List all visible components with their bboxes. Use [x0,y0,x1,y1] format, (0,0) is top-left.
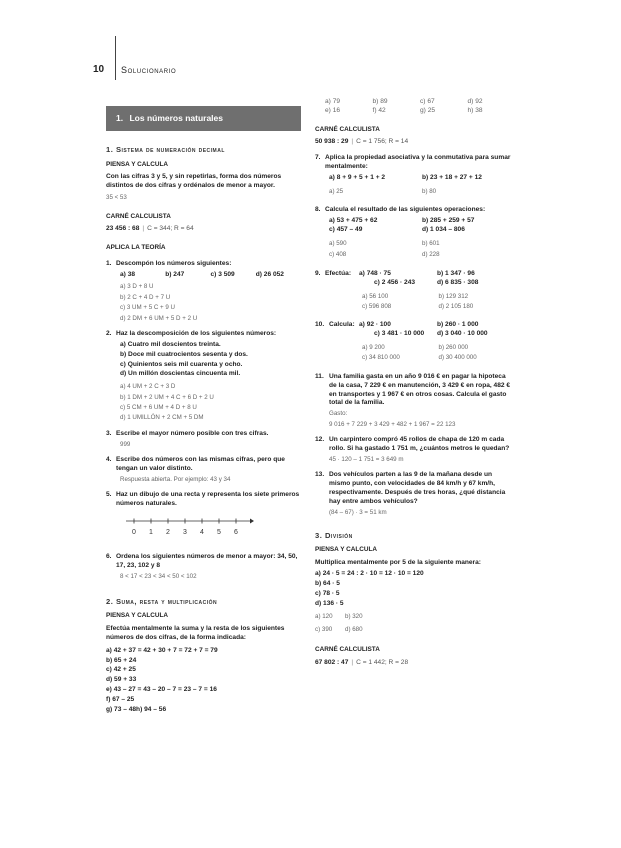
answer: c) 408 [329,251,347,259]
exercise-9 [315,270,515,288]
option: c) 457 – 49 [329,226,363,234]
chapter-title: Los números naturales [129,113,223,123]
exercise-1 [106,260,301,269]
calc-item: b) 64 · 5 [315,579,340,587]
calc-item: a) 42 + 37 = 42 + 30 + 7 = 72 + 7 = 79 [106,646,218,654]
exercise-text: Aplica la propiedad asociativa y la conmutativa para sumar mentalmente: [325,154,511,171]
carne-result: C = 344; R = 64 [147,225,194,233]
exercise-8-answers [315,240,515,260]
answer: a) 25 [329,187,344,195]
number-line [124,515,254,537]
carne-operation: 50 938 : 29 [315,138,349,146]
option: a) 8 + 9 + 5 + 1 + 2 [329,174,386,182]
calc-item: e) 43 – 27 = 43 – 20 – 7 = 23 – 7 = 16 [106,686,217,694]
answer: b) 89 [372,98,388,105]
answer: h) 38 [467,106,483,114]
carne-result: C = 1 756; R = 14 [356,138,409,146]
answer: d) 228 [422,251,440,259]
exercise-1-answers [106,283,301,322]
exercise-2 [106,330,301,339]
exercise-text: Un carpintero compró 45 rollos de chapa de 120 m cada rollo. Si ha gastado 1 751 m, ¿cuántos metros le quedan? [329,436,510,452]
exercise-text: Escribe el mayor número posible con tres cifras. [116,429,269,437]
answer: a) 3 D + 8 U [120,283,154,291]
exercise-text: Ordena los siguientes números de menor a mayor: 34, 50, 17, 23, 102 y 8 [116,552,298,569]
answer: b) 129 312 [438,292,469,300]
chapter-banner [106,106,301,131]
answer: b) 2 C + 4 D + 7 U [120,293,171,301]
option: b) Doce mil cuatrocientos sesenta y dos. [120,350,248,358]
option: a) 748 · 75 [359,269,391,277]
right-column [315,98,515,674]
exercise-2-answers [106,383,301,422]
answer: 9 016 + 7 229 + 3 429 + 482 + 1 967 = 22 123 [329,420,456,428]
calc-item: g) 73 – 48h) 94 – 56 [106,706,167,713]
answer: a) 120 [315,613,333,621]
carne-calculation: 67 802 : 47 | C = 1 442; R = 28 [315,658,409,666]
answer: f) 42 [372,106,386,114]
answer: d) 30 400 000 [438,354,477,362]
piensa-items [315,570,515,609]
calc-item: b) 65 + 24 [106,656,137,664]
exercise-number: 4. [106,456,112,464]
answer: c) 34 810 000 [362,354,400,362]
answer: b) 601 [422,240,440,248]
exercise-3 [106,430,301,439]
answer: a) 9 200 [362,344,385,352]
number-line-label: 1 [149,528,153,536]
number-line-label: 6 [234,528,238,536]
exercise-number: 1. [106,259,112,267]
exercise-10-options [359,321,515,339]
option: c) 2 456 · 243 [374,278,416,286]
number-line-label: 2 [166,528,170,536]
carne-operation: 67 802 : 47 [315,658,349,666]
exercise-text: Efectúa: [325,269,352,277]
exercise-13 [315,471,515,507]
answer: d) 2 105 180 [438,302,474,310]
answer: b) 80 [422,187,437,195]
answer: e) 16 [325,106,341,114]
exercise-6-answer: 8 < 17 < 23 < 34 < 50 < 102 [120,572,197,580]
carne-result: C = 1 442; R = 28 [356,658,409,666]
piensa-answers [315,613,515,634]
exercise-7 [315,154,515,172]
exercise-4-answer: Respuesta abierta. Por ejemplo: 43 y 34 [120,475,231,483]
answer: a) 79 [325,98,341,105]
exercise-5 [106,491,301,509]
answer: b) 320 [345,613,363,621]
exercise-number: 10. [315,321,325,329]
answer: a) 4 UM + 2 C + 3 D [120,383,176,391]
exercise-text: Descompón los números siguientes: [116,259,232,267]
answer: c) 390 [315,625,333,633]
aplica-label: APLICA LA TEORÍA [106,244,166,252]
exercise-8 [315,206,515,215]
section-title-2: 2. Suma, resta y multiplicación [106,596,218,606]
exercise-number: 8. [315,206,321,214]
section-title-1: 1. Sistema de numeración decimal [106,145,225,155]
exercise-number: 2. [106,329,112,337]
option: b) 260 · 1 000 [437,321,479,329]
exercise-11-answer [315,410,515,429]
answer: b) 1 DM + 2 UM + 4 C + 6 D + 2 U [120,393,214,401]
left-column [106,98,301,716]
option: b) 23 + 18 + 27 + 12 [422,174,482,182]
option: b) 285 + 259 + 57 [422,217,475,225]
piensa-answer: 35 < 53 [106,194,127,202]
answer: a) 590 [329,240,347,248]
calc-item: d) 59 + 33 [106,676,137,684]
answer: b) 260 000 [438,344,469,352]
exercise-text: Calcula el resultado de las siguientes operaciones: [325,206,486,214]
exercise-number: 6. [106,552,112,560]
number-line-label: 4 [200,528,204,536]
exercise-3-answer: 999 [120,440,131,448]
answer: c) 3 UM + 5 C + 9 U [120,304,176,312]
section-title-3: 3. División [315,531,353,541]
exercise-text: Una familia gasta en un año 9 016 € en pagar la hipoteca de la casa, 7 229 € en manutención, 3 429 € en ropa, 482 € en transportes y 1 967 € en otros cosas. Calcula el gasto total de la familia. [329,372,511,407]
piensa-items [106,647,301,715]
exercise-12 [315,436,515,454]
exercise-number: 5. [106,491,112,499]
exercise-text: Dos vehículos parten a las 9 de la mañana desde un mismo punto, con velocidades de 84 km/h y 67 km/h, respectivamente. Después de tres horas, ¿qué distancia hay entre ambos vehículos? [329,471,506,505]
option: d) 3 040 · 10 000 [437,330,488,338]
answer: d) 1 UMILLÓN + 2 CM + 5 DM [120,414,204,422]
answer: d) 2 DM + 6 UM + 5 D + 2 U [120,314,198,322]
carne-calculation: 50 938 : 29 | C = 1 756; R = 14 [315,138,409,146]
calc-item: a) 24 · 5 = 24 : 2 · 10 = 12 · 10 = 120 [315,569,424,577]
exercise-number: 3. [106,429,112,437]
calc-item: c) 78 · 5 [315,589,340,597]
carne-operation: 23 456 : 68 [106,225,140,233]
exercise-text: Calcula: [329,321,355,329]
answer: c) 5 CM + 6 UM + 4 D + 8 U [120,404,197,412]
answer: d) 680 [345,625,363,633]
calc-item: c) 42 + 25 [106,666,136,674]
option: a) 92 · 100 [359,321,391,329]
piensa-question: Efectúa mentalmente la suma y la resta de los siguientes números de dos cifras, de la forma indicada: [106,624,285,641]
option: a) 38 [120,270,136,278]
exercise-number: 9. [315,269,321,277]
carne-calculation: 23 456 : 68 | C = 344; R = 64 [106,225,194,233]
option: a) 53 + 475 + 62 [329,217,378,225]
exercise-11 [315,373,515,409]
exercise-2-options [106,341,301,380]
calc-item: f) 67 – 25 [106,696,135,704]
carne-label: CARNÉ CALCULISTA [106,212,171,220]
exercise-text: Escribe dos números con las mismas cifras, pero que tengan un valor distinto. [116,456,285,472]
exercise-7-options [315,174,515,183]
answer: Gasto: [329,410,348,418]
exercise-number: 13. [315,471,325,479]
carne-label: CARNÉ CALCULISTA [315,125,380,133]
exercise-10-answers [315,344,515,363]
option: c) Quinientos seis mil cuarenta y ocho. [120,360,243,368]
option: c) 3 481 · 10 000 [374,330,425,338]
page-number: 10 [93,64,105,75]
exercise-text: Haz la descomposición de los siguientes números: [116,329,277,337]
piensa-label: PIENSA Y CALCULA [315,546,378,554]
option: a) Cuatro mil doscientos treinta. [120,340,221,348]
answer: c) 67 [420,98,435,105]
option: d) Un millón doscientas cincuenta mil. [120,370,241,378]
answer: d) 92 [467,98,483,105]
option: b) 1 347 · 96 [437,269,475,277]
option: c) 3 509 [210,270,235,278]
exercise-7-answers [315,188,515,196]
answer: c) 596 808 [362,302,392,310]
piensa-label: PIENSA Y CALCULA [106,612,169,620]
exercise-6 [106,553,301,571]
answer: g) 25 [420,106,436,114]
option: d) 6 835 · 308 [437,278,479,286]
exercise-4 [106,456,301,474]
piensa-question: Con las cifras 3 y 5, y sin repetirlas, forma dos números distintos de dos cifras y ordénalos de menor a mayor. [106,173,282,190]
piensa-question: Multiplica mentalmente por 5 de la siguiente manera: [315,558,481,566]
exercise-1-options [106,271,301,280]
exercise-number: 11. [315,372,324,380]
carne-label: CARNÉ CALCULISTA [315,646,380,654]
exercise-13-answer: (84 – 67) · 3 = 51 km [329,508,387,516]
exercise-9-options [359,270,515,288]
piensa-label: PIENSA Y CALCULA [106,160,169,168]
chapter-number: 1. [116,113,124,123]
exercise-10 [315,321,515,339]
number-line-label: 5 [217,528,221,536]
option: d) 26 052 [255,270,284,278]
exercise-8-options [315,217,515,235]
option: b) 247 [165,270,185,278]
exercise-number: 7. [315,154,321,162]
exercise-number: 12. [315,436,325,444]
arrow-right-icon [250,518,254,523]
answer: a) 56 100 [362,292,389,300]
number-line-label: 3 [183,528,187,536]
option: d) 1 034 – 806 [422,226,465,234]
calc-item: d) 136 · 5 [315,599,344,607]
section-2-answers [315,98,515,116]
header-divider [115,36,116,80]
exercise-12-answer: 45 · 120 – 1 751 = 3 649 m [329,455,404,463]
number-line-label: 0 [132,528,136,536]
exercise-9-answers [315,293,515,312]
exercise-text: Haz un dibujo de una recta y representa los siete primeros números naturales. [116,491,300,508]
running-title: Solucionario [121,65,177,75]
